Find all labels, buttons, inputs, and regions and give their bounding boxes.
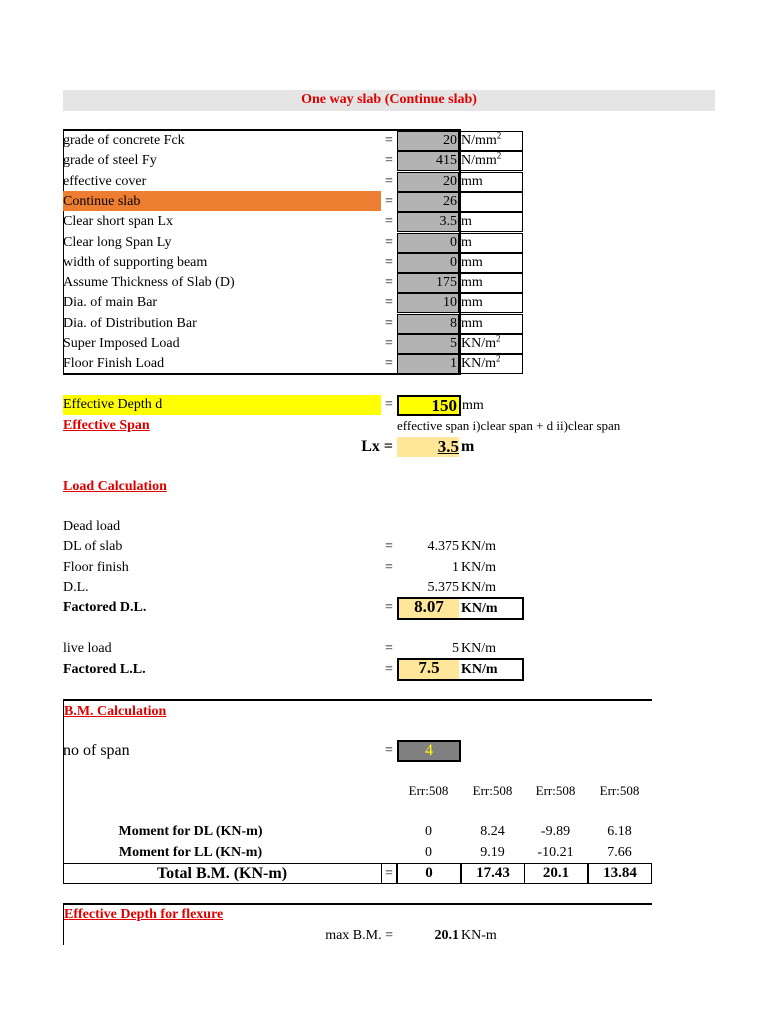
input-unit (459, 212, 523, 232)
live-load-eq: = (385, 641, 393, 656)
floor-finish-label: Floor finish (63, 560, 129, 575)
input-eq: = (385, 235, 393, 250)
input-label: effective cover (63, 174, 147, 189)
moment-dl-cell: -9.89 (540, 824, 571, 839)
error-cell: Err:508 (535, 783, 576, 798)
effective-depth-label: Effective Depth d (63, 397, 163, 412)
floor-finish-unit: KN/m (461, 560, 496, 575)
floor-finish-value: 1 (452, 560, 459, 575)
moment-ll-cell: 7.66 (607, 845, 632, 860)
dl-slab-label: DL of slab (63, 539, 123, 554)
input-unit (459, 334, 523, 354)
live-load-unit: KN/m (461, 641, 496, 656)
input-eq: = (385, 316, 393, 331)
moment-dl-cell: 6.18 (607, 824, 632, 839)
input-value[interactable]: 26 (397, 192, 459, 212)
input-unit-text: KN/m (461, 356, 496, 371)
factored-dl-unit: KN/m (461, 601, 498, 616)
dl-slab-eq: = (385, 539, 393, 554)
input-label: Dia. of Distribution Bar (63, 316, 197, 331)
input-value[interactable]: 20 (397, 172, 459, 192)
input-value[interactable]: 3.5 (397, 212, 459, 232)
input-value[interactable]: 0 (397, 233, 459, 253)
input-label: Dia. of main Bar (63, 295, 158, 310)
input-unit-sup: 2 (496, 353, 501, 364)
effective-depth-eq: = (385, 397, 393, 412)
input-label: Clear short span Lx (63, 214, 174, 229)
input-unit-text: mm (461, 174, 483, 189)
input-label: Super Imposed Load (63, 336, 180, 351)
dl-slab-value: 4.375 (427, 539, 459, 554)
input-unit-sup: 2 (496, 150, 502, 161)
input-unit-text: mm (461, 255, 483, 270)
effective-span-heading: Effective Span (63, 418, 150, 433)
input-unit (459, 151, 523, 171)
moment-ll-cell: 0 (425, 845, 432, 860)
effective-span-note: effective span i)clear span + d ii)clear span (397, 418, 621, 433)
input-unit (459, 273, 523, 293)
input-eq: = (385, 275, 393, 290)
moment-dl-cell: 8.24 (480, 824, 505, 839)
input-eq: = (385, 336, 393, 351)
input-value[interactable]: 20 (397, 131, 459, 151)
input-unit (459, 192, 523, 212)
input-unit-text: m (461, 214, 472, 229)
effective-depth-unit: mm (462, 398, 484, 413)
input-value[interactable]: 10 (397, 293, 459, 313)
input-unit (459, 172, 523, 192)
dl-slab-unit: KN/m (461, 539, 496, 554)
input-value[interactable]: 5 (397, 334, 459, 354)
input-eq: = (385, 214, 393, 229)
span-count-eq: = (385, 743, 393, 758)
input-unit-sup: 2 (496, 333, 501, 344)
total-bm-eq: = (381, 863, 397, 884)
error-cell: Err:508 (408, 783, 449, 798)
input-unit (459, 314, 523, 334)
input-eq: = (385, 255, 393, 270)
total-bm-cell: 0 (397, 863, 461, 884)
max-bm-label: max B.M. = (325, 928, 393, 943)
page-title: One way slab (Continue slab) (301, 92, 477, 107)
lx-value: 3.5 (397, 437, 459, 457)
input-label: grade of concrete Fck (63, 133, 185, 148)
input-label: Assume Thickness of Slab (D) (63, 275, 235, 290)
max-bm-value: 20.1 (434, 928, 459, 943)
input-label: grade of steel Fy (63, 153, 157, 168)
moment-ll-cell: 9.19 (480, 845, 505, 860)
floor-finish-eq: = (385, 560, 393, 575)
lx-unit: m (461, 438, 475, 455)
moment-ll-label: Moment for LL (KN-m) (118, 845, 263, 860)
input-unit-text: mm (461, 316, 483, 331)
input-value[interactable]: 415 (397, 151, 459, 171)
input-eq: = (385, 174, 393, 189)
input-eq: = (385, 153, 393, 168)
bm-top-rule (63, 699, 652, 701)
input-unit-text: N/mm (461, 153, 497, 168)
span-count-label: no of span (63, 742, 130, 759)
input-eq: = (385, 295, 393, 310)
factored-dl-label: Factored D.L. (63, 600, 147, 615)
moment-dl-label: Moment for DL (KN-m) (118, 824, 263, 839)
factored-ll-label: Factored L.L. (63, 662, 146, 677)
input-unit (459, 293, 523, 313)
input-eq: = (385, 356, 393, 371)
moment-dl-cell: 0 (425, 824, 432, 839)
input-value[interactable]: 8 (397, 314, 459, 334)
total-bm-cell: 17.43 (461, 863, 525, 884)
input-unit-text: KN/m (461, 336, 496, 351)
error-cell: Err:508 (599, 783, 640, 798)
factored-ll-value: 7.5 (399, 660, 459, 679)
input-unit-text: mm (461, 275, 483, 290)
total-bm-cell: 20.1 (524, 863, 588, 884)
load-calc-heading: Load Calculation (63, 479, 167, 494)
input-unit-text: m (461, 235, 472, 250)
dl-total-value: 5.375 (427, 580, 459, 595)
moment-ll-cell: -10.21 (537, 845, 574, 860)
input-unit (459, 253, 523, 273)
input-label: Continue slab (63, 194, 141, 209)
dead-load-label: Dead load (63, 519, 121, 534)
dl-total-unit: KN/m (461, 580, 496, 595)
error-cell: Err:508 (472, 783, 513, 798)
bm-calc-heading: B.M. Calculation (64, 704, 167, 719)
dl-total-label: D.L. (63, 580, 89, 595)
factored-ll-eq: = (385, 662, 393, 677)
max-bm-unit: KN-m (461, 928, 497, 943)
span-count-value[interactable]: 4 (397, 740, 461, 762)
input-unit-sup: 2 (496, 130, 502, 141)
input-value[interactable]: 1 (397, 354, 459, 374)
lx-label: Lx = (361, 438, 393, 455)
total-bm-cell: 13.84 (588, 863, 652, 884)
live-load-value: 5 (452, 641, 459, 656)
total-bm-label: Total B.M. (KN-m) (156, 865, 288, 882)
input-label: Clear long Span Ly (63, 235, 172, 250)
flexure-heading: Effective Depth for flexure (64, 907, 224, 922)
input-value[interactable]: 0 (397, 253, 459, 273)
input-unit-text: N/mm (461, 133, 497, 148)
input-unit-text: mm (461, 295, 483, 310)
input-unit (459, 233, 523, 253)
live-load-label: live load (63, 641, 112, 656)
factored-dl-eq: = (385, 600, 393, 615)
input-unit (459, 354, 523, 374)
input-eq: = (385, 133, 393, 148)
input-label: Floor Finish Load (63, 356, 165, 371)
input-value[interactable]: 175 (397, 273, 459, 293)
input-eq: = (385, 194, 393, 209)
input-unit (459, 131, 523, 151)
effective-depth-value[interactable]: 150 (397, 395, 461, 416)
factored-ll-unit: KN/m (461, 662, 498, 677)
factored-dl-value: 8.07 (399, 599, 459, 618)
input-label: width of supporting beam (63, 255, 208, 270)
